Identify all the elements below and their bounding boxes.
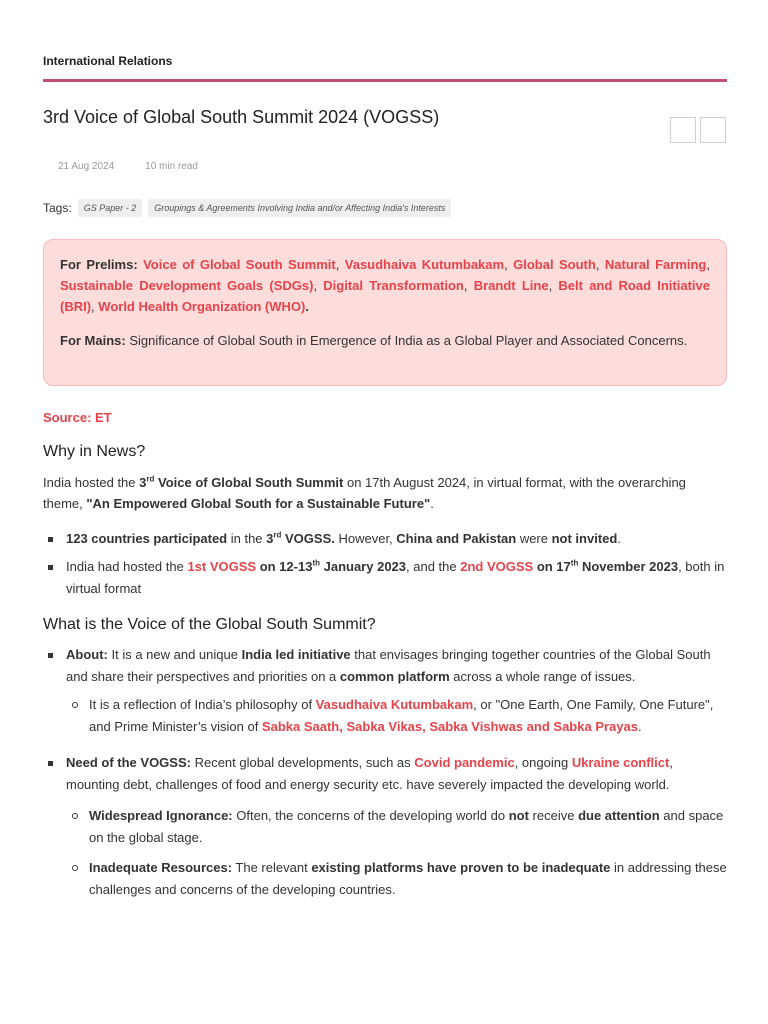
list-item: About: It is a new and unique India led initiative that envisages bringing together countries of the Global South and share their perspectives and priorities on a common platform across a whole range of issues. It is a reflection of India’s philosophy of Vasudhaiva Kutumbakam, or "One Earth, One Family, One Future", and Prime Minister’s vision of Sabka Saath, Sabka Vikas, Sabka Vishwas and Sabka Prayas. [43, 644, 727, 738]
tag-gs-paper[interactable]: GS Paper - 2 [78, 199, 143, 217]
about-sublist [66, 694, 727, 738]
share-buttons [670, 117, 726, 143]
link-vasudhaiva[interactable]: Vasudhaiva Kutumbakam [344, 257, 505, 272]
list-item: Inadequate Resources: The relevant existing platforms have proven to be inadequate in addressing these challenges and concerns of the developing countries. [66, 857, 727, 901]
divider [43, 79, 727, 82]
link-sabka-vikas[interactable]: Sabka Vikas, Sabka Vishwas and Sabka Prayas [346, 719, 638, 734]
heading-why-in-news: Why in News? [43, 443, 146, 460]
why-list [43, 528, 727, 600]
link-digital-transformation[interactable]: Digital Transformation [323, 278, 464, 293]
list-item: It is a reflection of India’s philosophy of Vasudhaiva Kutumbakam, or "One Earth, One Family, One Future", and Prime Minister’s vision of Sabka Saath, Sabka Vikas, Sabka Vishwas and Sabka Prayas. [66, 694, 727, 738]
link-covid[interactable]: Covid pandemic [414, 755, 515, 770]
prelims-label: For Prelims: [60, 257, 138, 272]
tag-groupings[interactable]: Groupings & Agreements Involving India and/or Affecting India's Interests [148, 199, 451, 217]
list-item: Widespread Ignorance: Often, the concerns of the developing world do not receive due attention and space on the global stage. [66, 805, 727, 849]
link-vogs-summit[interactable]: Voice of Global South Summit [143, 257, 336, 272]
read-time: 10 min read [145, 161, 198, 172]
publish-date: 21 Aug 2024 [58, 161, 115, 172]
article-meta [58, 161, 198, 172]
heading-what-is-vogss: What is the Voice of the Global South Summit? [43, 616, 376, 633]
link-vasudhaiva-2[interactable]: Vasudhaiva Kutumbakam [315, 697, 474, 712]
link-sdgs[interactable]: Sustainable Development Goals (SDGs) [60, 278, 314, 293]
category-label[interactable]: International Relations [43, 54, 173, 68]
link-2nd-vogss[interactable]: 2nd VOGSS [460, 559, 534, 574]
link-1st-vogss[interactable]: 1st VOGSS [187, 559, 257, 574]
list-item: Need of the VOGSS: Recent global developments, such as Covid pandemic, ongoing Ukraine conflict, mounting debt, challenges of food and energy security etc. have severely impacted the developing world. Widespread Ignorance: Often, the concerns of the developing world do not receive due attention and space on the global stage. Inadequate Resources: The relevant existing platforms have proven to be inadequate in addressing these challenges and concerns of the developing countries. [43, 752, 727, 901]
page-title: 3rd Voice of Global South Summit 2024 (VOGSS) [43, 107, 440, 127]
link-who[interactable]: World Health Organization (WHO) [98, 299, 306, 314]
tags-label: Tags: [43, 201, 72, 215]
share-button-2[interactable] [700, 117, 726, 143]
list-item: 123 countries participated in the 3rd VOGSS. However, China and Pakistan were not invited. [43, 528, 727, 550]
mains-text: Significance of Global South in Emergence of India as a Global Player and Associated Concerns. [129, 333, 688, 348]
source-link[interactable]: Source: ET [43, 410, 112, 425]
link-brandt-line[interactable]: Brandt Line [473, 278, 549, 293]
why-paragraph: India hosted the 3rd Voice of Global South Summit on 17th August 2024, in virtual format, with the overarching theme, "An Empowered Global South for a Sustainable Future". [43, 474, 686, 511]
link-sabka-saath[interactable]: Sabka Saath [261, 719, 340, 734]
mains-label: For Mains: [60, 333, 126, 348]
link-ukraine[interactable]: Ukraine conflict [571, 755, 670, 770]
tags-row [43, 199, 451, 217]
share-button-1[interactable] [670, 117, 696, 143]
need-sublist [66, 805, 727, 901]
list-item: India had hosted the 1st VOGSS on 12-13th January 2023, and the 2nd VOGSS on 17th November 2023, both in virtual format [43, 556, 727, 600]
link-bri[interactable]: Belt and Road Initiative (BRI) [60, 278, 710, 314]
link-global-south[interactable]: Global South [513, 257, 596, 272]
prelims-mains-box: For Prelims: Voice of Global South Summit, Vasudhaiva Kutumbakam, Global South, Natural Farming, Sustainable Development Goals (SDGs), Digital Transformation, Brandt Line, Belt and Road Initiative (BRI), World Health Organization (WHO). For Mains: Significance of Global South in Emergence of India as a Global Player and Associated Concerns. [43, 239, 727, 386]
what-list [43, 644, 727, 901]
link-natural-farming[interactable]: Natural Farming [604, 257, 707, 272]
